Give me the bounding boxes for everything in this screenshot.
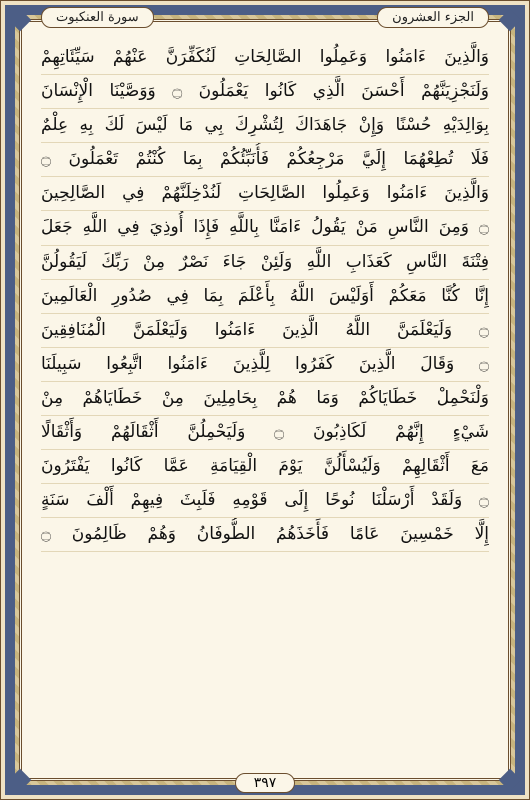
page-number: ٣٩٧ (235, 773, 296, 793)
juz-title: الجزء العشرون (377, 7, 489, 28)
text-line: إِنَّا كُنَّا مَعَكُمْ أَوَلَيْسَ اللَّهُ بِأَعْلَمَ بِمَا فِي صُدُورِ الْعَالَمِينَ (41, 280, 489, 314)
text-line: مَعَ أَثْقَالِهِمْ وَلَيُسْأَلُنَّ يَوْمَ الْقِيَامَةِ عَمَّا كَانُوا يَفْتَرُونَ (41, 450, 489, 484)
text-line: بِوَالِدَيْهِ حُسْنًا وَإِنْ جَاهَدَاكَ لِتُشْرِكَ بِي مَا لَيْسَ لَكَ بِهِ عِلْمٌ (41, 109, 489, 143)
text-line: فِتْنَةَ النَّاسِ كَعَذَابِ اللَّهِ وَلَئِنْ جَاءَ نَصْرٌ مِنْ رَبِّكَ لَيَقُولُنَّ (41, 246, 489, 280)
text-line: ۝ وَقَالَ الَّذِينَ كَفَرُوا لِلَّذِينَ ءَامَنُوا اتَّبِعُوا سَبِيلَنَا (41, 348, 489, 382)
text-line: إِلَّا خَمْسِينَ عَامًا فَأَخَذَهُمُ الطُّوفَانُ وَهُمْ ظَالِمُونَ ۝ (41, 518, 489, 552)
page-header (41, 3, 489, 31)
surah-title: سورة العنكبوت (41, 7, 154, 28)
text-line: فَلَا تُطِعْهُمَا إِلَيَّ مَرْجِعُكُمْ فَأُنَبِّئُكُمْ بِمَا كُنْتُمْ تَعْمَلُونَ ۝ (41, 143, 489, 177)
text-line: ۝ وَمِنَ النَّاسِ مَنْ يَقُولُ ءَامَنَّا بِاللَّهِ فَإِذَا أُوذِيَ فِي اللَّهِ جَعَلَ (41, 211, 489, 245)
text-line: وَالَّذِينَ ءَامَنُوا وَعَمِلُوا الصَّالِحَاتِ لَنُدْخِلَنَّهُمْ فِي الصَّالِحِينَ (41, 177, 489, 211)
text-line: وَالَّذِينَ ءَامَنُوا وَعَمِلُوا الصَّالِحَاتِ لَنُكَفِّرَنَّ عَنْهُمْ سَيِّئَاتِهِمْ (41, 41, 489, 75)
page-footer (1, 773, 529, 793)
text-line: وَلْنَحْمِلْ خَطَايَاكُمْ وَمَا هُمْ بِحَامِلِينَ مِنْ خَطَايَاهُمْ مِنْ (41, 382, 489, 416)
quran-text (41, 41, 489, 749)
text-line: وَلَنَجْزِيَنَّهُمْ أَحْسَنَ الَّذِي كَانُوا يَعْمَلُونَ ۝ وَوَصَّيْنَا الْإِنْسَانَ (41, 75, 489, 109)
text-line: شَيْءٍ إِنَّهُمْ لَكَاذِبُونَ ۝ وَلَيَحْمِلُنَّ أَثْقَالَهُمْ وَأَثْقَالًا (41, 416, 489, 450)
text-line: ۝ وَلَيَعْلَمَنَّ اللَّهُ الَّذِينَ ءَامَنُوا وَلَيَعْلَمَنَّ الْمُنَافِقِينَ (41, 314, 489, 348)
text-line: ۝ وَلَقَدْ أَرْسَلْنَا نُوحًا إِلَى قَوْمِهِ فَلَبِثَ فِيهِمْ أَلْفَ سَنَةٍ (41, 484, 489, 518)
